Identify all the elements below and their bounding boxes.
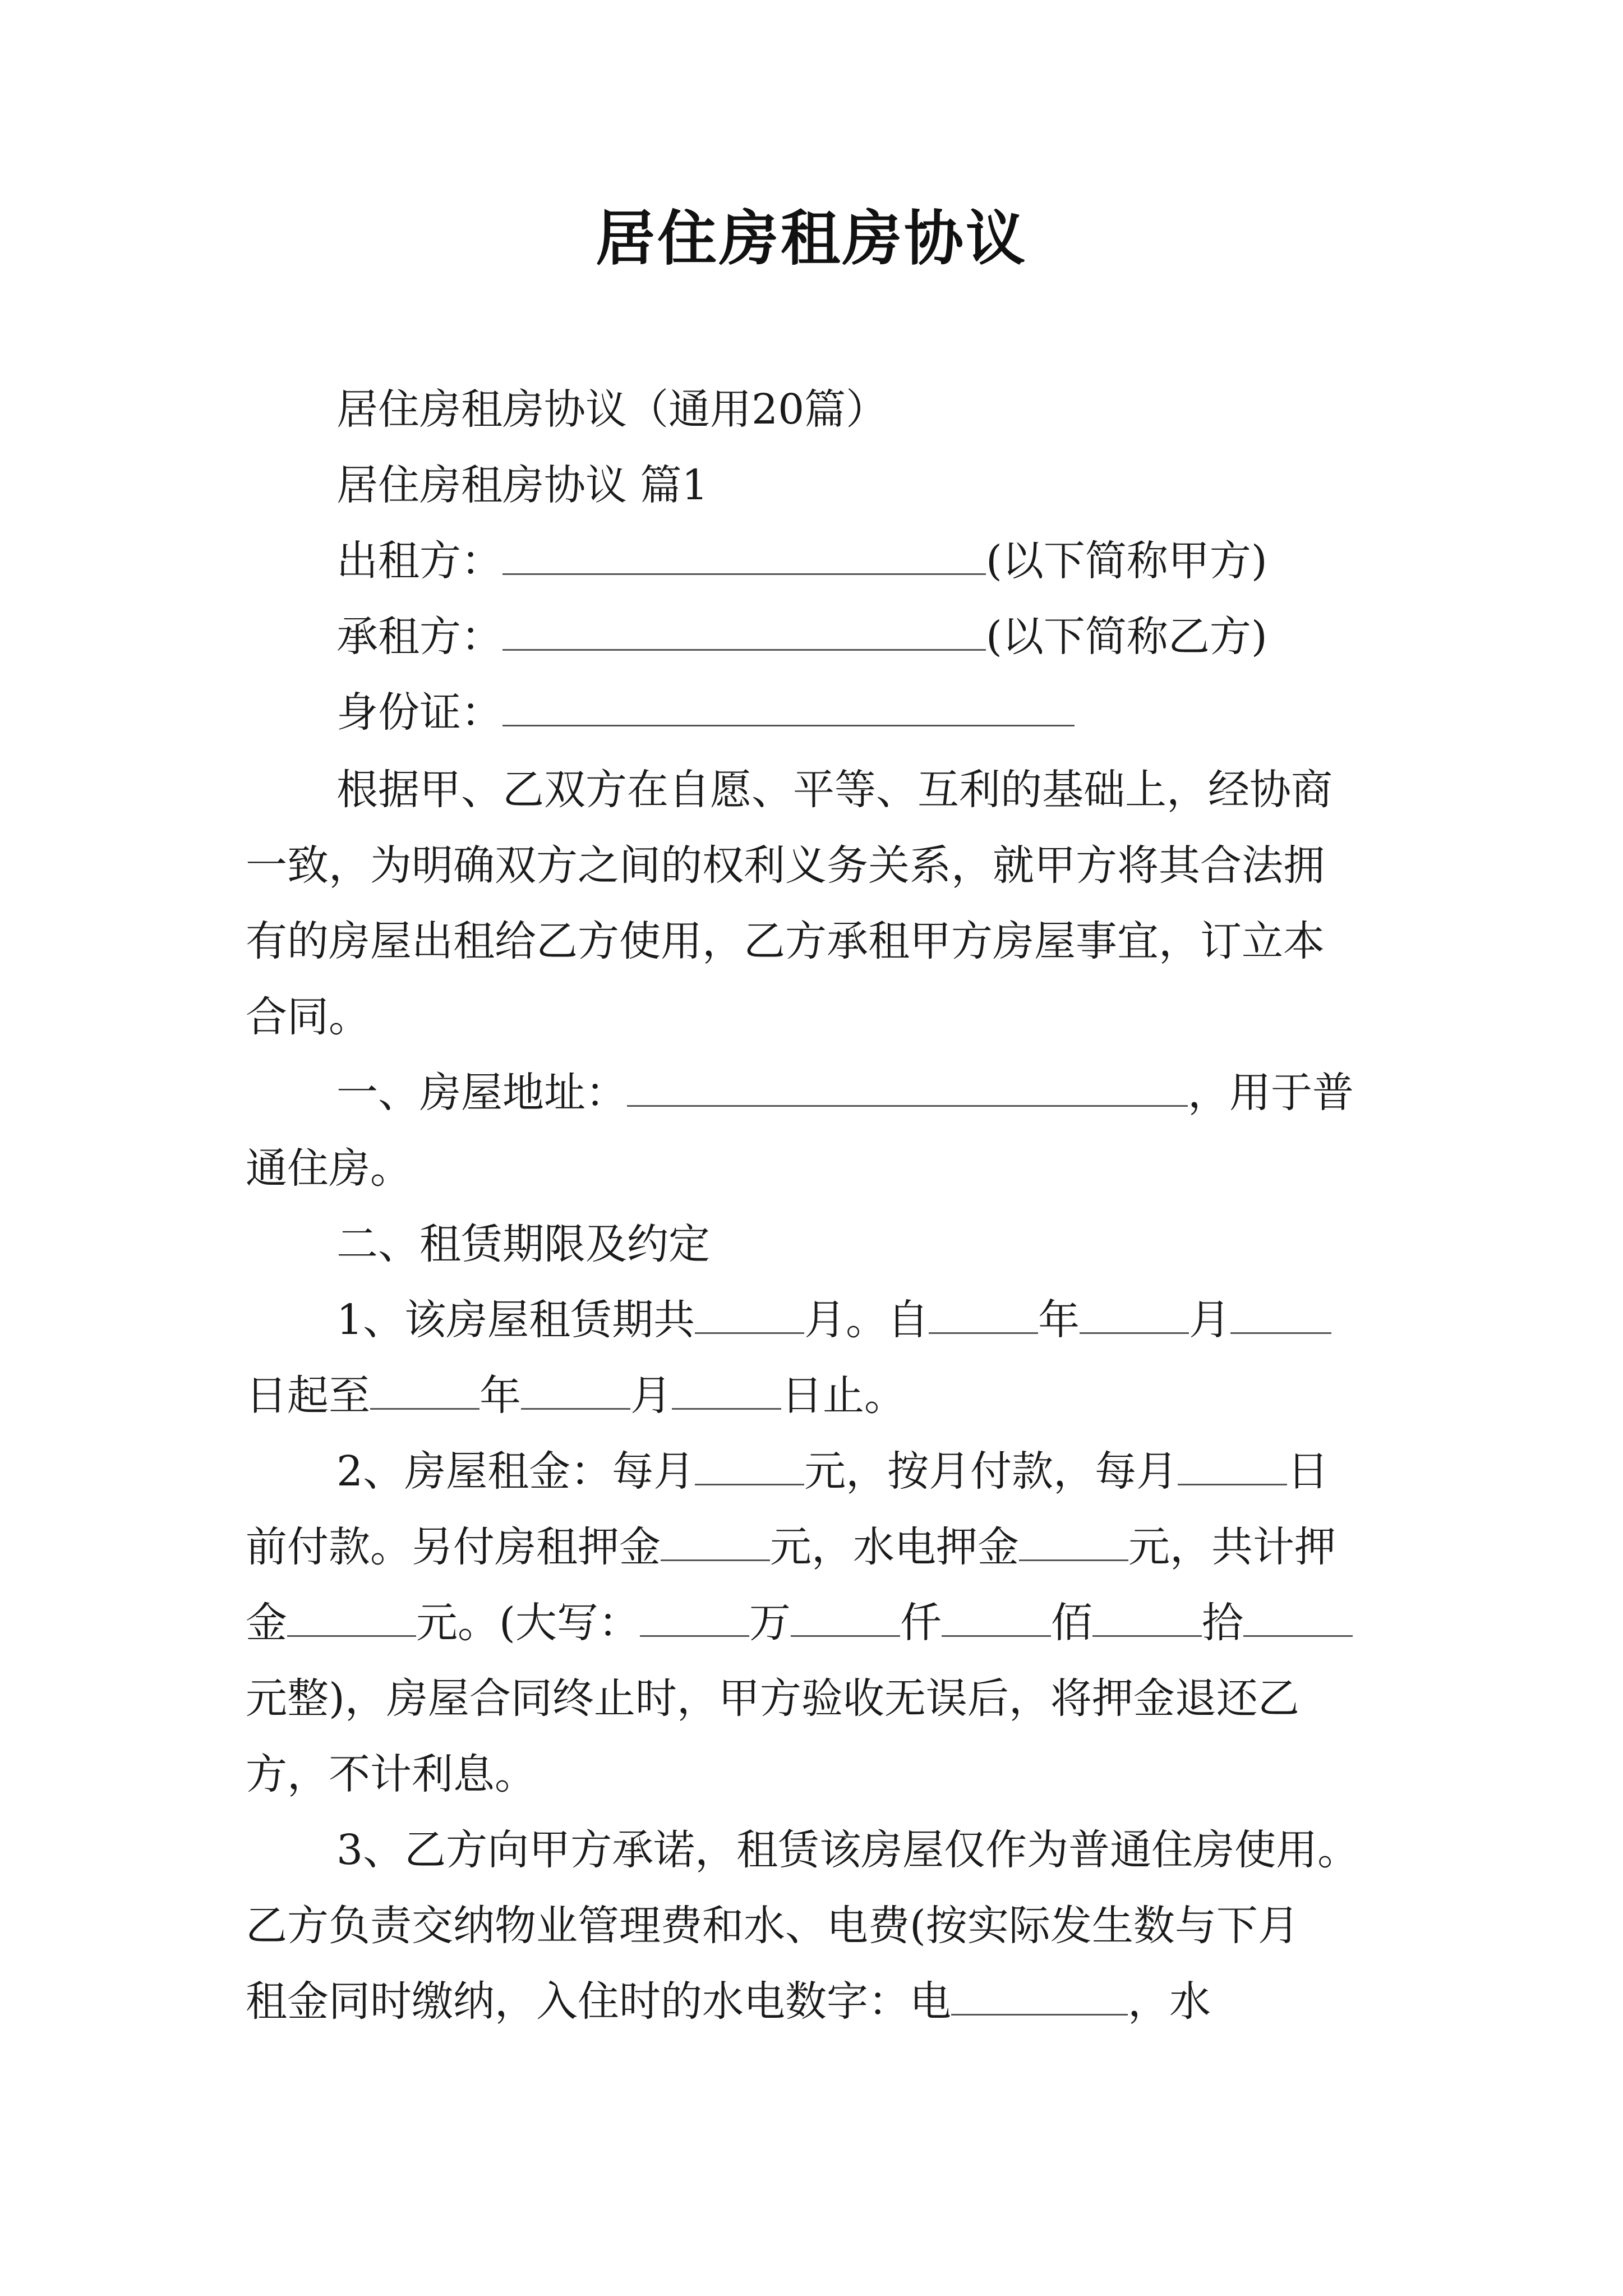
preamble-line-1: 根据甲、乙双方在自愿、平等、互利的基础上，经协商: [336, 766, 1332, 814]
preamble-line-3: 有的房屋出租给乙方使用，乙方承租甲方房屋事宜，订立本: [246, 917, 1325, 965]
item-2-text: 元。(大写：: [416, 1599, 640, 1647]
lessor-label: 出租方：: [336, 537, 502, 585]
item-1-text: 月: [630, 1372, 672, 1420]
start-year-blank[interactable]: [929, 1296, 1038, 1334]
item-2-line-4: 元整)，房屋合同终止时，甲方验收无误后，将押金退还乙: [246, 1674, 1299, 1723]
item-2-text: 金: [246, 1599, 287, 1647]
clause-1-line-1: [336, 1065, 1354, 1121]
document-subtitle: 居住房租房协议（通用20篇）: [336, 385, 888, 434]
bai-blank[interactable]: [942, 1599, 1051, 1637]
item-2-text: 元，水电押金: [770, 1523, 1019, 1571]
item-1-text: 日止。: [781, 1372, 906, 1420]
start-month-blank[interactable]: [1080, 1296, 1189, 1334]
lessee-suffix: (以下简称乙方): [986, 613, 1267, 661]
item-1-text: 月: [1189, 1296, 1231, 1344]
end-year-blank[interactable]: [370, 1372, 479, 1410]
item-3-line-1: 3、乙方向甲方承诺，租赁该房屋仅作为普通住房使用。: [336, 1826, 1359, 1874]
item-2-line-2: [246, 1519, 1336, 1575]
start-day-blank[interactable]: [1230, 1296, 1331, 1334]
end-day-blank[interactable]: [672, 1372, 781, 1410]
shi-blank[interactable]: [1092, 1599, 1202, 1637]
item-2-text: 佰: [1050, 1599, 1092, 1647]
item-3-line-3: [246, 1973, 1211, 2030]
qian-blank[interactable]: [791, 1599, 900, 1637]
item-2-text: 元，共计押: [1128, 1523, 1336, 1571]
item-1-text: 月。自: [804, 1296, 929, 1344]
item-3-line-2: 乙方负责交纳物业管理费和水、电费(按实际发生数与下月: [246, 1902, 1299, 1950]
item-2-text: 2、房屋租金：每月: [336, 1447, 695, 1496]
item-2-line-5: 方，不计利息。: [246, 1750, 536, 1798]
lessor-field: [336, 533, 1267, 589]
total-deposit-blank[interactable]: [287, 1599, 416, 1637]
item-2-text: 日: [1287, 1447, 1329, 1496]
pay-day-blank[interactable]: [1178, 1448, 1287, 1485]
rent-deposit-blank[interactable]: [661, 1524, 770, 1561]
item-1-text: 年: [1038, 1296, 1080, 1344]
monthly-rent-blank[interactable]: [695, 1448, 804, 1485]
item-1-text: 1、该房屋租赁期共: [336, 1296, 695, 1344]
clause-1-suffix: ，用于普: [1188, 1069, 1354, 1117]
wan-blank[interactable]: [640, 1599, 749, 1637]
item-2-text: 万: [749, 1599, 791, 1647]
item-2-text: 前付款。另付房租押金: [246, 1523, 661, 1571]
lessee-label: 承租方：: [336, 613, 502, 661]
item-2-text: 仟: [900, 1599, 942, 1647]
months-blank[interactable]: [695, 1296, 804, 1334]
item-1-line-1: [336, 1292, 1331, 1348]
preamble-line-4: 合同。: [246, 993, 370, 1041]
document-title: 居住房租房协议: [596, 203, 1027, 273]
end-month-blank[interactable]: [521, 1372, 630, 1410]
section-heading: 居住房租房协议 篇1: [336, 461, 708, 509]
clause-1-prefix: 一、房屋地址：: [336, 1069, 627, 1117]
preamble-line-2: 一致，为明确双方之间的权利义务关系，就甲方将其合法拥: [246, 841, 1325, 890]
item-2-line-1: [336, 1443, 1329, 1499]
item-3-text: 租金同时缴纳，入住时的水电数字：电: [246, 1977, 951, 2026]
utility-deposit-blank[interactable]: [1019, 1524, 1128, 1561]
lessor-suffix: (以下简称甲方): [986, 537, 1267, 585]
lessor-blank[interactable]: [502, 537, 986, 575]
item-1-line-2: [246, 1368, 906, 1424]
electricity-reading-blank[interactable]: [951, 1978, 1128, 2016]
item-2-text: 拾: [1201, 1599, 1243, 1647]
clause-2-heading: 二、租赁期限及约定: [336, 1220, 710, 1268]
id-label: 身份证：: [336, 688, 502, 737]
id-blank[interactable]: [502, 689, 1075, 726]
item-1-text: 年: [479, 1372, 521, 1420]
id-field: [336, 684, 1075, 740]
item-2-line-3: [246, 1595, 1353, 1651]
item-2-text: 元，按月付款，每月: [804, 1447, 1178, 1496]
item-3-text: ，水: [1128, 1977, 1211, 2026]
item-1-text: 日起至: [246, 1372, 370, 1420]
lessee-field: [336, 609, 1267, 665]
address-blank[interactable]: [627, 1069, 1188, 1107]
clause-1-line-2: 通住房。: [246, 1144, 412, 1193]
yuan-blank[interactable]: [1243, 1599, 1353, 1637]
lessee-blank[interactable]: [502, 613, 986, 651]
